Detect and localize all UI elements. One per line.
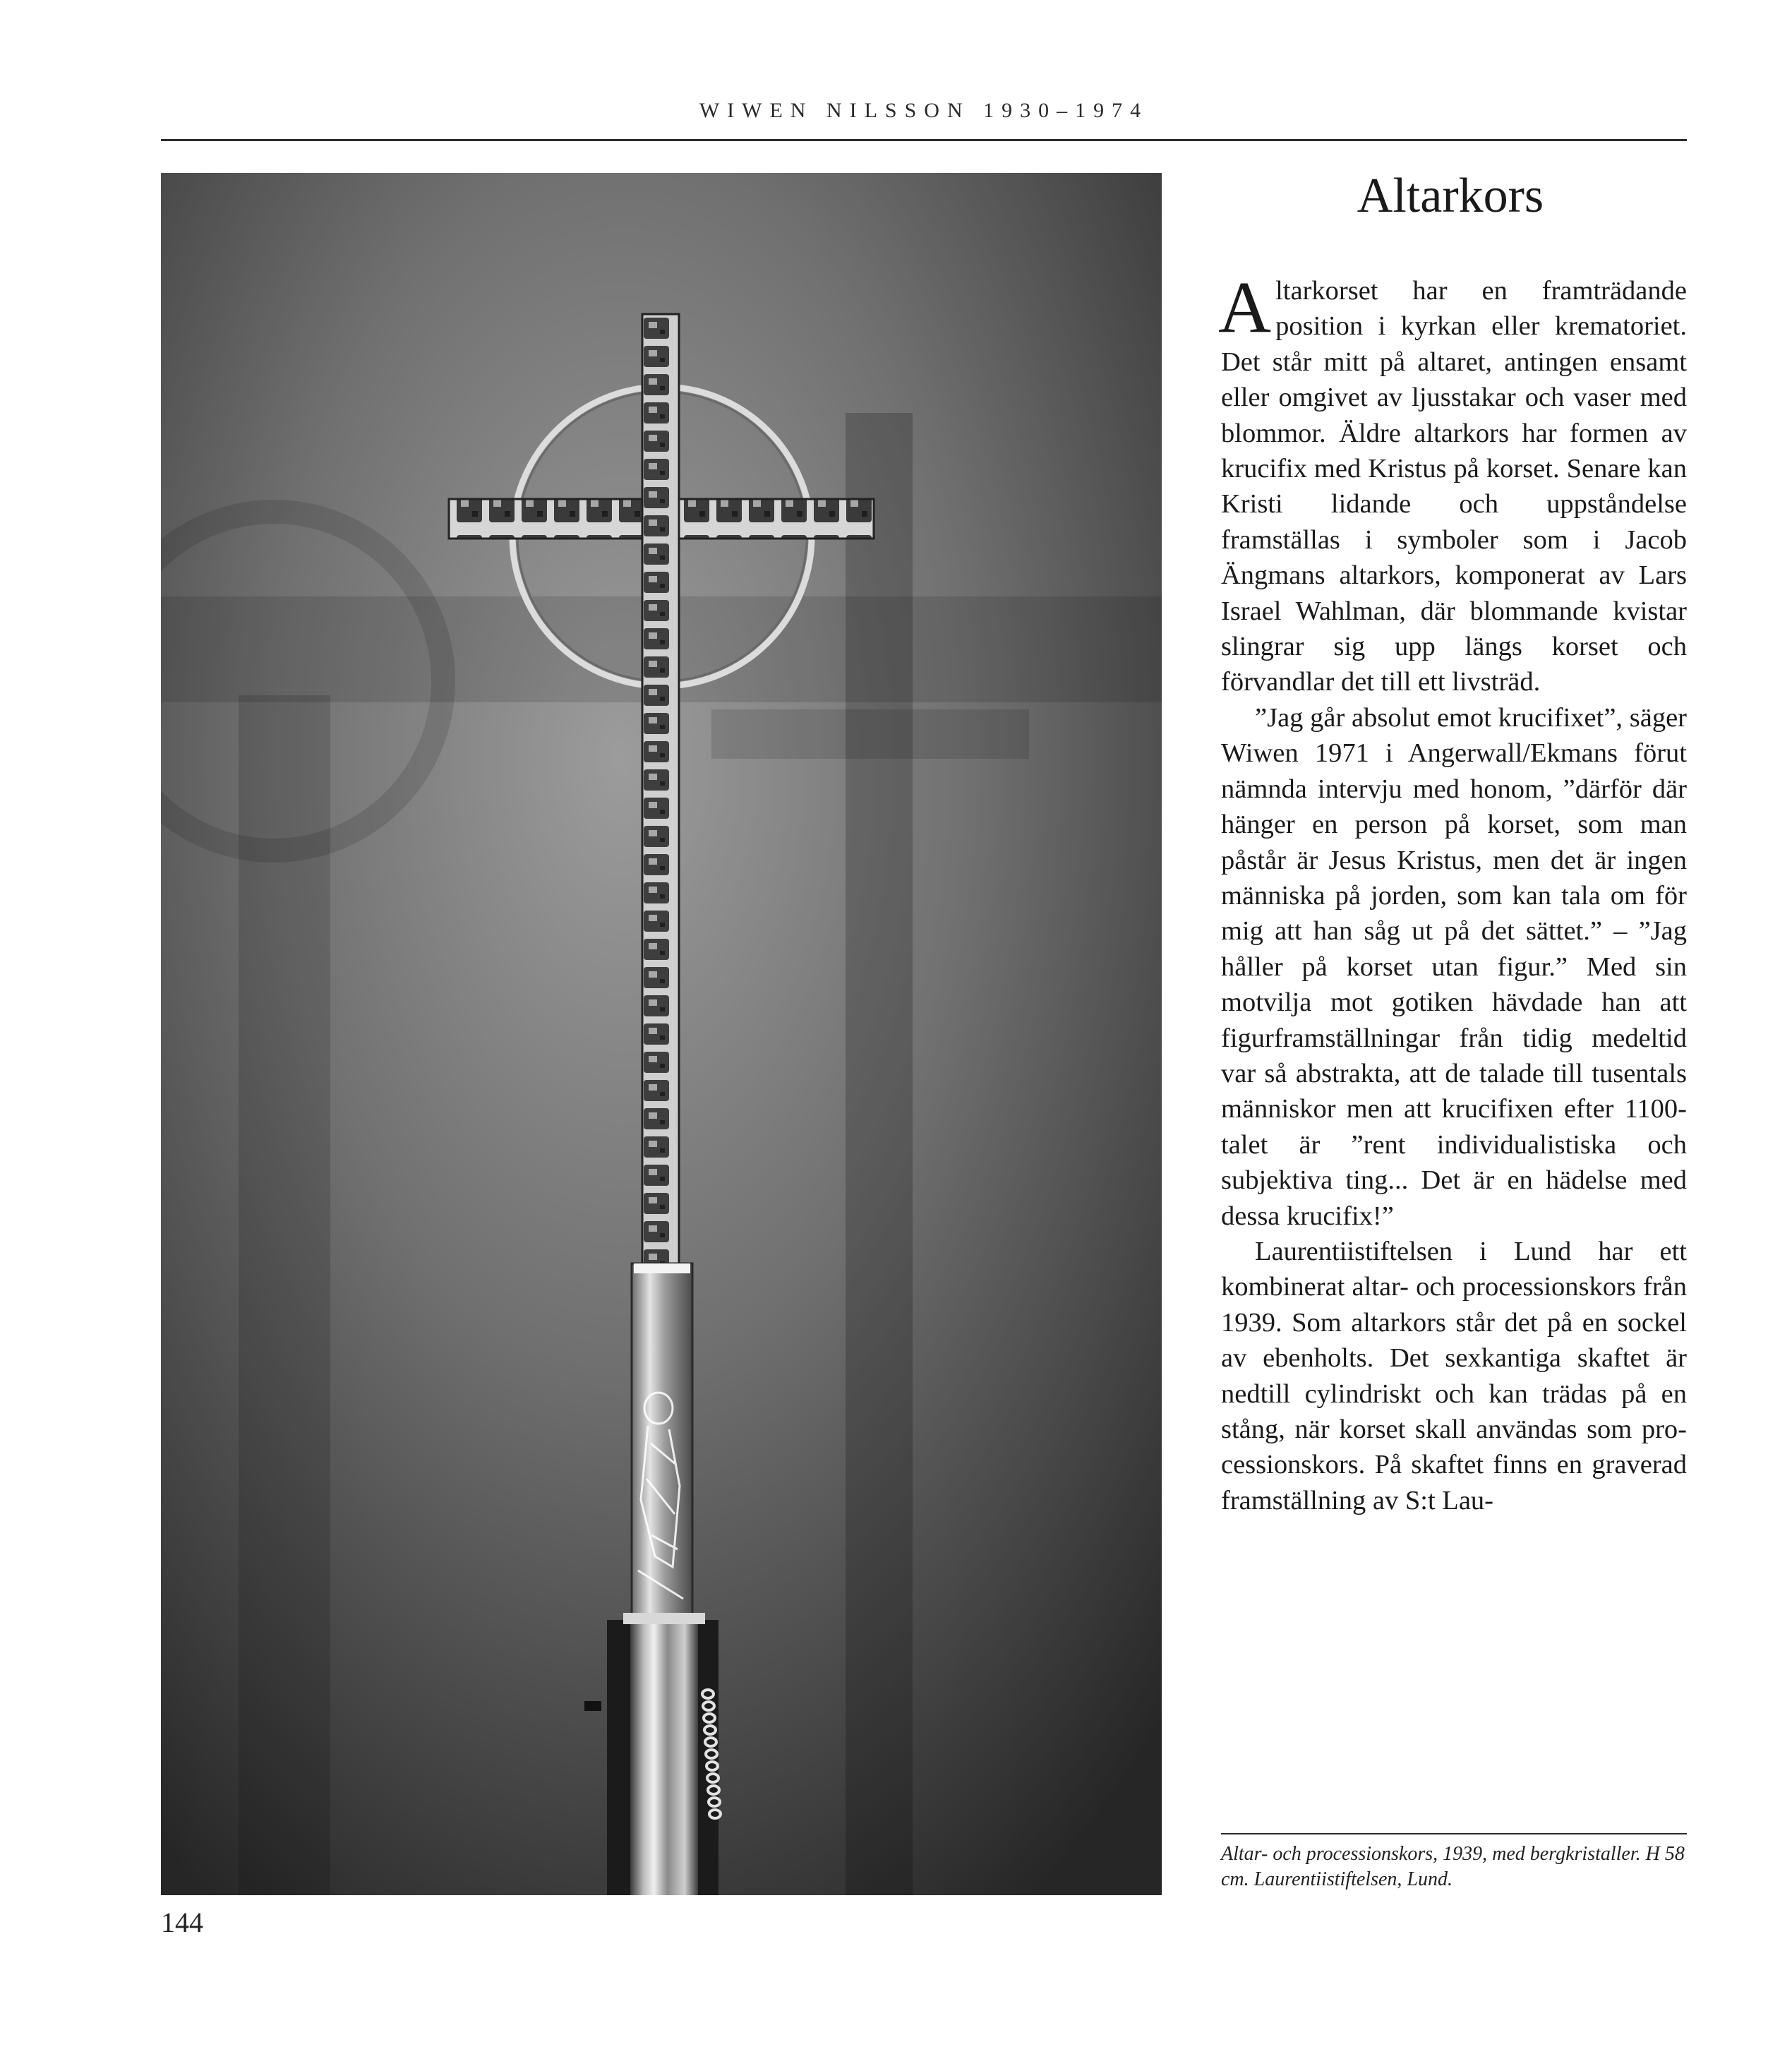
running-head: WIWEN NILSSON 1930–1974 bbox=[699, 99, 1149, 122]
paragraph-1 bbox=[1218, 267, 1687, 700]
photo-caption: Altar- och processionskors, 1939, med bergkristaller. H 58 cm. Laurentiistiftelsen, Lund. bbox=[1221, 1843, 1685, 1890]
paragraph-3: Laurentiistiftelsen i Lund har ett kombinerat altar- och processionskors från 1939. Som altarkors står det på en sockel av ebenholts. Det sexkantiga skaftet är nedtill cylindriskt och kan trädas på en stång, när korset skall användas som processionskors. På skaftet finns en graverad framställning av S:t Lau- bbox=[1221, 1236, 1687, 1515]
cross-photograph bbox=[161, 173, 1162, 1895]
paragraph-2: ”Jag går absolut emot krucifixet”, säger Wiwen 1971 i Angerwall/Ekmans förut nämnda intervju med honom, ”därför där hänger en person på korset, som man påstår är Jesus Kristus, men det är ingen människa på jorden, som kan tala om för mig att han såg ut på det sättet.” – ”Jag håller på korset utan figur.” Med sin motvilja mot gotiken hävdade han att figurframställningar från tidig medeltid var så abstrakta, att de talade till tusentals människor men att krucifixen efter 1100-talet är ”rent individualistiska och subjektiva ting... Det är en hädelse med dessa krucifix!” bbox=[1221, 702, 1687, 1231]
article-body bbox=[1218, 267, 1687, 1518]
caption-rule bbox=[1221, 1833, 1687, 1834]
article-title: Altarkors bbox=[1357, 169, 1544, 223]
paragraph-1-text: ltarkorset har en framträdande position i kyrkan eller krematoriet. Det står mitt på altaret, antingen ensamt eller omgivet av ljusstakar och vaser med blommor. Äldre altarkors har formen av krucifix med Kristus på korset. Senare kan Kristi lidande och uppståndelse framställas i symboler som i Jacob Ängmans altarkors, komponerat av Lars Israel Wahlman, där blommande kvistar slingrar sig upp längs korset och förvandlar det till ett livsträd. bbox=[1221, 276, 1687, 697]
page-number: 144 bbox=[161, 1906, 203, 1938]
drop-cap: A bbox=[1218, 267, 1272, 348]
header-rule bbox=[161, 139, 1687, 141]
